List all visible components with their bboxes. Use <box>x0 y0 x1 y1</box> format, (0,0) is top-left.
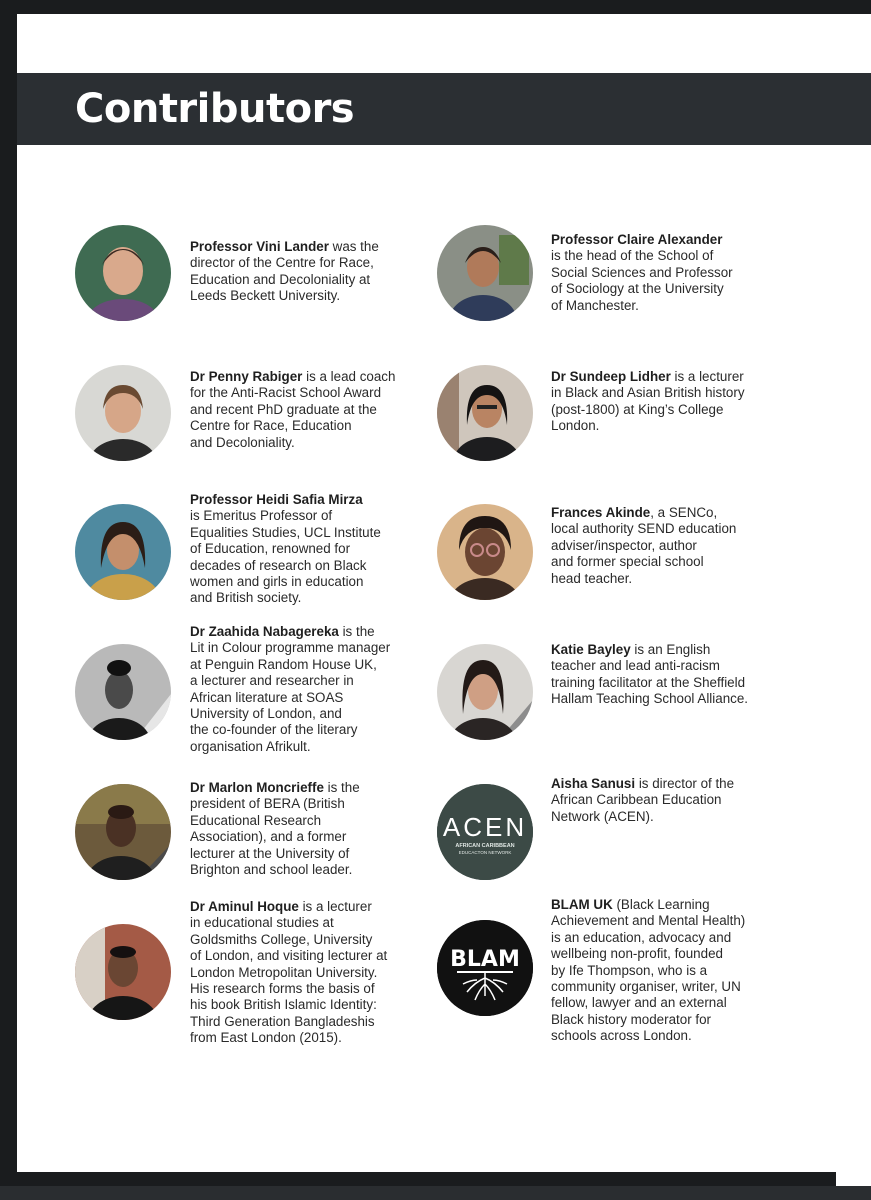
contributor-name: Professor Claire Alexander <box>551 232 723 247</box>
contributor-bio: Dr Penny Rabiger is a lead coach for the Anti-Racist School Award and recent PhD graduate at the Centre for Race, Education and Decoloniality. <box>190 369 396 450</box>
contributor-bio: Dr Sundeep Lidher is a lecturer in Black and Asian British history (post-1800) at King’s College London. <box>551 369 745 434</box>
contributor-bio: Dr Marlon Moncrieffe is the president of BERA (British Educational Research Association), and a former lecturer at the University of Brighton and school leader. <box>190 780 360 878</box>
acen-logo <box>437 784 533 880</box>
acen-logo-subtitle-2: EDUCACTON NETWORK <box>458 850 512 855</box>
contributor-name: Frances Akinde <box>551 505 651 520</box>
contributor-name: Aisha Sanusi <box>551 776 636 791</box>
contributor-photo-marlon-moncrieffe <box>75 784 171 880</box>
contributor-photo-aminul-hoque <box>75 924 171 1020</box>
blam-logo <box>437 920 533 1016</box>
contributor-name: Dr Sundeep Lidher <box>551 369 671 384</box>
acen-logo-subtitle-1: AFRICAN CARIBBEAN <box>455 843 515 849</box>
contributor-name: Professor Vini Lander <box>190 239 329 254</box>
page-title: Contributors <box>75 86 355 132</box>
page-edge <box>836 1172 871 1186</box>
contributor-bio: Dr Zaahida Nabagereka is the Lit in Colour programme manager at Penguin Random House UK, a lecturer and researcher in African literature at SOAS University of London, and the co-founder of the literary organisation Afrikult. <box>190 624 391 754</box>
contributor-name: Dr Zaahida Nabagereka <box>190 624 339 639</box>
contributor-bio: Aisha Sanusi is director of the African Caribbean Education Network (ACEN). <box>551 776 735 824</box>
acen-logo-word: ACEN <box>442 812 528 842</box>
contributor-bio: Katie Bayley is an English teacher and lead anti-racism training facilitator at the Sheffield Hallam Teaching School Alliance. <box>551 642 749 707</box>
contributor-photo-claire-alexander <box>437 225 533 321</box>
contributor-bio: BLAM UK (Black Learning Achievement and Mental Health) is an education, advocacy and wellbeing non-profit, founded by Ife Thompson, who is a community organiser, writer, UN fellow, lawyer and an external Black history moderator for schools across London. <box>551 897 746 1044</box>
contributor-name: Dr Aminul Hoque <box>190 899 299 914</box>
contributor-bio: Frances Akinde, a SENCo, local authority SEND education adviser/inspector, author and former special school head teacher. <box>551 505 737 586</box>
contributor-bio: Professor Vini Lander was the director of the Centre for Race, Education and Decoloniality at Leeds Beckett University. <box>190 239 379 304</box>
document-page <box>17 14 871 1172</box>
blam-logo-word: BLAM <box>450 947 520 972</box>
contributor-photo-sundeep-lidher <box>437 365 533 461</box>
contributor-bio: Dr Aminul Hoque is a lecturer in educational studies at Goldsmiths College, University of London, and visiting lecturer at London Metropolitan University. His research forms the basis of his book British Islamic Identity: Third Generation Bangladeshis from East London (2015). <box>190 899 388 1046</box>
contributor-name: Katie Bayley <box>551 642 631 657</box>
contributor-bio: Professor Claire Alexander is the head of the School of Social Sciences and Professor of Sociology at the University of Manchester. <box>551 232 733 313</box>
title-banner <box>17 73 871 145</box>
contributor-photo-heidi-safia-mirza <box>75 504 171 600</box>
contributor-photo-frances-akinde <box>437 504 533 600</box>
next-page-strip <box>0 1186 871 1200</box>
contributor-bio: Professor Heidi Safia Mirza is Emeritus Professor of Equalities Studies, UCL Institute of Education, renowned for decades of research on Black women and girls in education and British society. <box>190 492 381 606</box>
contributor-photo-zaahida-nabagereka <box>75 644 171 740</box>
contributor-name: Dr Penny Rabiger <box>190 369 303 384</box>
contributor-name: Dr Marlon Moncrieffe <box>190 780 324 795</box>
contributor-photo-vini-lander <box>75 225 171 321</box>
contributor-photo-penny-rabiger <box>75 365 171 461</box>
contributor-name: BLAM UK <box>551 897 613 912</box>
contributor-name: Professor Heidi Safia Mirza <box>190 492 363 507</box>
contributor-photo-katie-bayley <box>437 644 533 740</box>
